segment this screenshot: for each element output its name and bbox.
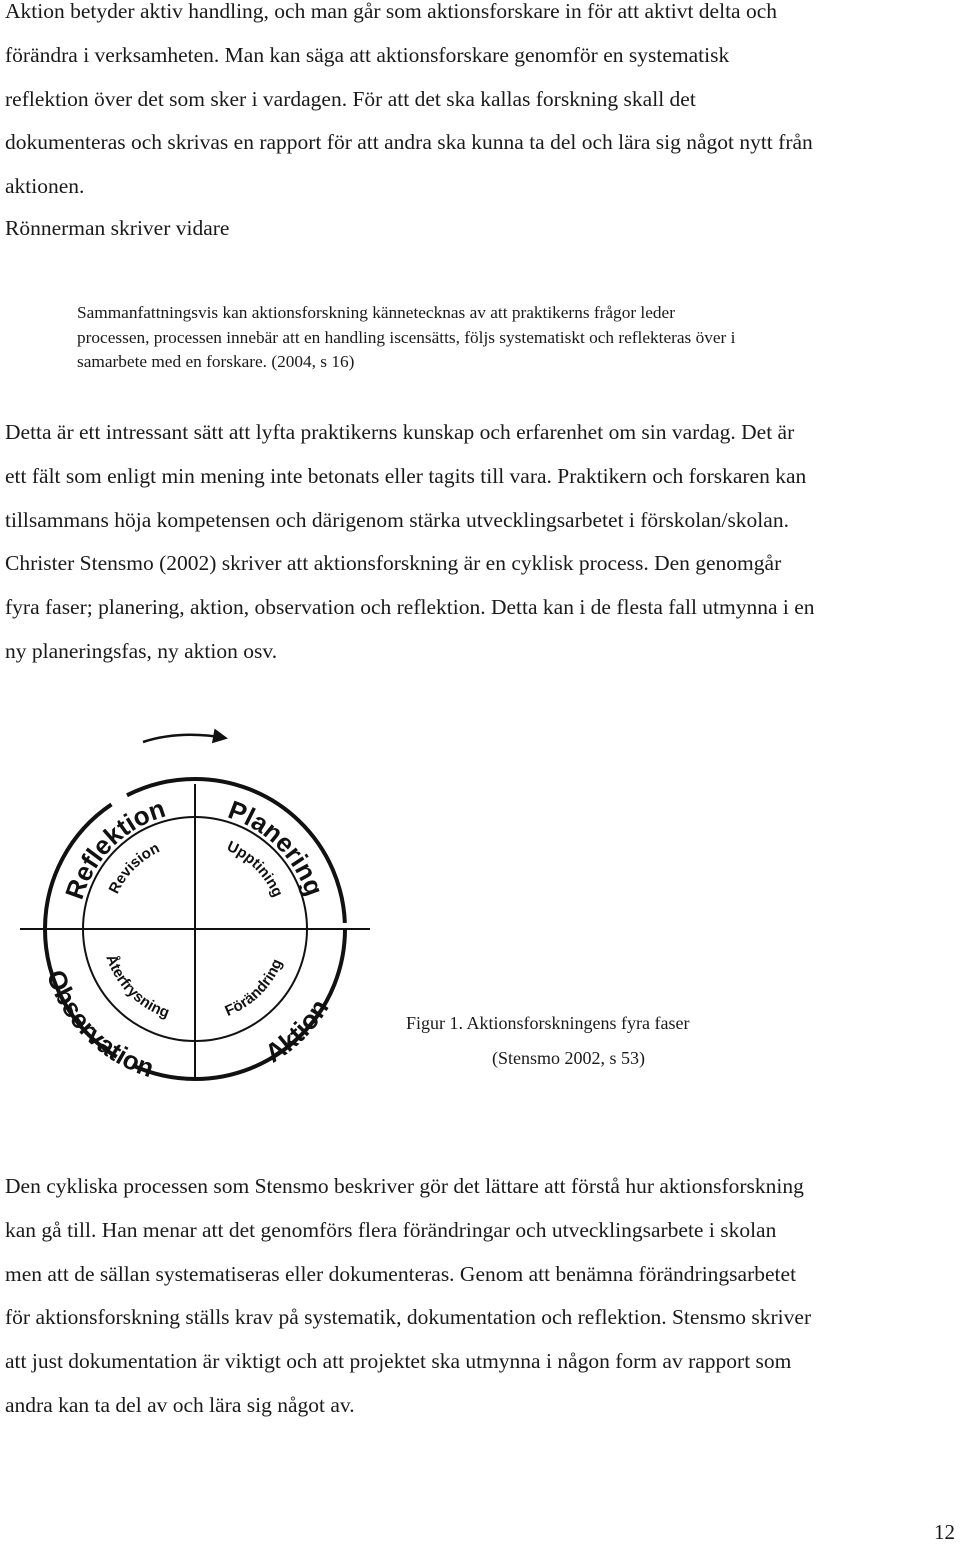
text-line: men att de sällan systematiseras eller dokumenteras. Genom att benämna förändringsarbetet <box>5 1261 797 1286</box>
figure-caption: Figur 1. Aktionsforskningens fyra faser <box>406 1013 690 1033</box>
quote-line: samarbete med en forskare. (2004, s 16) <box>77 352 355 372</box>
label-planering: Planering <box>224 794 330 900</box>
page-number: 12 <box>934 1520 955 1544</box>
paragraph-ronnerman <box>5 207 955 251</box>
cycle-arrow <box>143 735 225 742</box>
text-line: fyra faser; planering, aktion, observation och reflektion. Detta kan i de flesta fall utmynna i en <box>5 595 815 620</box>
quote-line: Sammanfattningsvis kan aktionsforskning kännetecknas av att praktikerns frågor leder <box>77 303 675 322</box>
paragraph-praktikern <box>5 411 955 674</box>
label-revision: Revision <box>105 839 163 897</box>
text-line: ett fält som enligt min mening inte betonats eller tagits till vara. Praktikern och forskaren kan <box>5 463 807 488</box>
text-line: Aktion betyder aktiv handling, och man går som aktionsforskare in för att aktivt delta och <box>5 0 778 23</box>
action-research-cycle-diagram <box>15 722 375 1092</box>
label-forandring: Förändring <box>222 956 286 1020</box>
label-aktion: Aktion <box>259 993 335 1069</box>
paragraph-cykliska <box>5 1165 955 1428</box>
text-line: aktionen. <box>5 174 85 199</box>
text-line: andra kan ta del av och lära sig något av. <box>5 1392 355 1417</box>
text-line: tillsammans höja kompetensen och därigenom stärka utvecklingsarbetet i förskolan/skolan. <box>5 507 789 532</box>
text-line: dokumenteras och skrivas en rapport för att andra ska kunna ta del och lära sig något nytt från <box>5 130 813 155</box>
text-line: Detta är ett intressant sätt att lyfta praktikerns kunskap och erfarenhet om sin vardag. Det är <box>5 420 795 444</box>
label-observation: Observation <box>40 965 158 1084</box>
text-line: att just dokumentation är viktigt och att projektet ska utmynna i någon form av rapport som <box>5 1349 792 1374</box>
figure-source: (Stensmo 2002, s 53) <box>492 1048 645 1068</box>
paragraph-aktion <box>5 0 955 209</box>
text-line: reflektion över det som sker i vardagen. För att det ska kallas forskning skall det <box>5 86 696 111</box>
label-aterfrysning: Återfrysning <box>102 952 172 1022</box>
label-reflektion: Reflektion <box>59 793 169 903</box>
text-line: för aktionsforskning ställs krav på systematik, dokumentation och reflektion. Stensmo skriver <box>5 1305 812 1330</box>
label-upptining: Upptining <box>224 837 287 900</box>
block-quote <box>77 301 917 375</box>
text-line: Rönnerman skriver vidare <box>5 216 230 240</box>
quote-line: processen, processen innebär att en handling iscensätts, följs systematiskt och reflekteras över i <box>77 327 736 347</box>
text-line: Den cykliska processen som Stensmo beskriver gör det lättare att förstå hur aktionsforskning <box>5 1174 804 1198</box>
text-line: förändra i verksamheten. Man kan säga att aktionsforskare genomför en systematisk <box>5 42 730 67</box>
text-line: kan gå till. Han menar att det genomförs flera förändringar och utvecklingsarbete i skolan <box>5 1217 777 1242</box>
text-line: Christer Stensmo (2002) skriver att aktionsforskning är en cyklisk process. Den genomgår <box>5 551 782 576</box>
text-line: ny planeringsfas, ny aktion osv. <box>5 638 278 663</box>
